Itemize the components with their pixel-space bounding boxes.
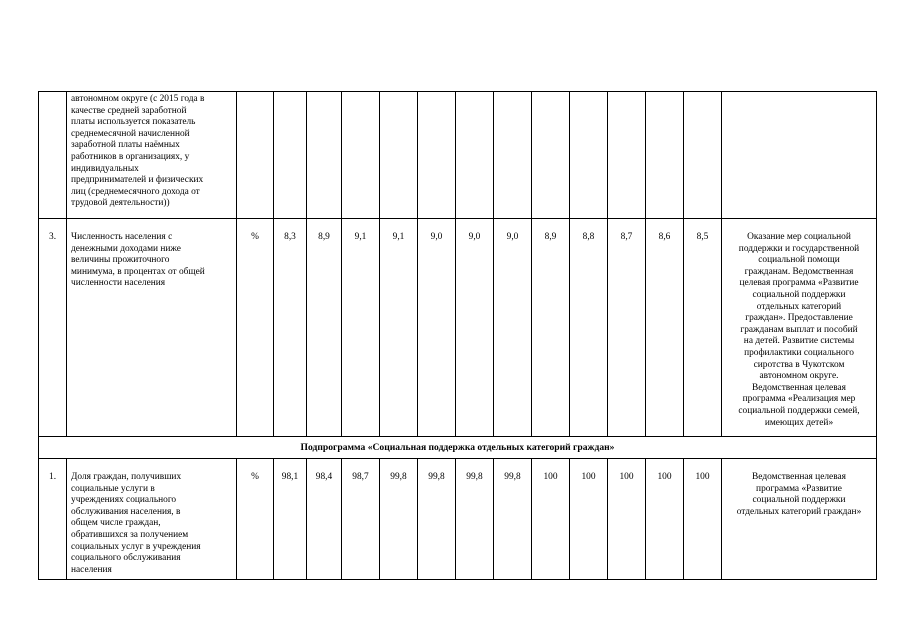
- note-line: сиротства в Чукотском: [753, 359, 845, 370]
- description-line: Численность населения с: [71, 232, 173, 242]
- index-cell: 1.: [39, 459, 67, 580]
- description-line: численности населения: [71, 278, 166, 289]
- value-cell: 8,6: [646, 219, 684, 437]
- note-line: отдельных категорий граждан»: [736, 506, 862, 517]
- indicator-description: [67, 219, 237, 437]
- index-cell: 3.: [39, 219, 67, 437]
- value-cell: 99,8: [380, 459, 418, 580]
- value-cell: 8,9: [307, 219, 342, 437]
- value-cell: 9,0: [456, 219, 494, 437]
- unit-cell: %: [237, 459, 274, 580]
- value-cell: 100: [646, 459, 684, 580]
- note-line: социальной поддержки: [752, 289, 846, 300]
- value-cell: 8,9: [532, 219, 570, 437]
- value-cell: 100: [570, 459, 608, 580]
- description-line: минимума, в процентах от общей: [71, 266, 205, 277]
- value-cell: [456, 92, 494, 219]
- note-line: целевая программа «Развитие: [739, 278, 859, 289]
- note-line: поддержки и государственной: [738, 243, 860, 254]
- description-line: индивидуальных: [71, 163, 139, 174]
- note-line: программа «Реализация мер: [742, 394, 856, 405]
- note-line: на детей. Развитие системы: [743, 336, 855, 347]
- note-cell: [722, 92, 877, 219]
- note-line: социальной поддержки семей,: [738, 405, 860, 416]
- description-line: денежными доходами ниже: [71, 243, 181, 254]
- value-cell: [684, 92, 722, 219]
- unit-cell: %: [237, 219, 274, 437]
- note-line: Оказание мер социальной: [747, 232, 851, 242]
- note-line: социальной поддержки: [752, 495, 846, 506]
- value-cell: [608, 92, 646, 219]
- value-cell: [380, 92, 418, 219]
- value-cell: 9,0: [494, 219, 532, 437]
- description-line: заработной платы наёмных: [71, 140, 180, 151]
- description-line: социальные услуги в: [71, 483, 155, 494]
- description-line: социальных услуг в учреждения: [71, 541, 201, 552]
- value-cell: [274, 92, 307, 219]
- note-line: профилактики социального: [744, 347, 854, 358]
- table-row: [39, 459, 877, 580]
- value-cell: [570, 92, 608, 219]
- table-row: [39, 92, 877, 219]
- value-cell: 9,0: [418, 219, 456, 437]
- table-row: [39, 219, 877, 437]
- description-line: населения: [71, 564, 112, 575]
- value-cell: 8,8: [570, 219, 608, 437]
- indicator-description: [67, 92, 237, 219]
- description-line: величины прожиточного: [71, 255, 170, 266]
- note-line: Ведомственная целевая: [752, 472, 846, 482]
- note-line: программа «Развитие: [756, 483, 842, 494]
- value-cell: 99,8: [418, 459, 456, 580]
- description-line: общем числе граждан,: [71, 518, 161, 529]
- value-cell: [307, 92, 342, 219]
- note-line: гражданам. Ведомственная: [744, 266, 854, 277]
- value-cell: [494, 92, 532, 219]
- description-line: обслуживания населения, в: [71, 506, 181, 517]
- value-cell: 100: [532, 459, 570, 580]
- subprogram-title: Подпрограмма «Социальная поддержка отдельных категорий граждан»: [39, 437, 877, 459]
- description-line: обратившихся за получением: [71, 529, 189, 540]
- description-line: качестве средней заработной: [71, 105, 187, 116]
- value-cell: [532, 92, 570, 219]
- note-line: Ведомственная целевая: [752, 382, 846, 393]
- value-cell: 9,1: [342, 219, 380, 437]
- value-cell: 100: [684, 459, 722, 580]
- value-cell: 98,7: [342, 459, 380, 580]
- note-line: имеющих детей»: [764, 417, 834, 428]
- unit-cell: [237, 92, 274, 219]
- description-line: лиц (среднемесячного дохода от: [71, 186, 200, 197]
- value-cell: 99,8: [494, 459, 532, 580]
- value-cell: [646, 92, 684, 219]
- note-line: граждан». Предоставление: [745, 313, 853, 324]
- note-line: гражданам выплат и пособий: [740, 324, 858, 335]
- description-line: работников в организациях, у: [71, 151, 190, 162]
- description-line: платы используется показатель: [71, 117, 196, 128]
- value-cell: 9,1: [380, 219, 418, 437]
- value-cell: 100: [608, 459, 646, 580]
- value-cell: 98,1: [274, 459, 307, 580]
- value-cell: 98,4: [307, 459, 342, 580]
- note-cell: [722, 219, 877, 437]
- description-line: среднемесячной начисленной: [71, 128, 190, 139]
- note-line: отдельных категорий: [756, 301, 842, 312]
- value-cell: [418, 92, 456, 219]
- indicator-description: [67, 459, 237, 580]
- note-line: социальной помощи: [758, 255, 840, 266]
- description-line: социального обслуживания: [71, 553, 181, 564]
- description-line: учреждениях социального: [71, 495, 177, 506]
- value-cell: 8,5: [684, 219, 722, 437]
- description-line: Доля граждан, получивших: [71, 472, 182, 482]
- value-cell: 8,3: [274, 219, 307, 437]
- value-cell: 99,8: [456, 459, 494, 580]
- indicators-table: [38, 91, 877, 580]
- description-line: предпринимателей и физических: [71, 175, 204, 186]
- description-line: автономном округе (с 2015 года в: [71, 94, 205, 104]
- note-line: автономном округе.: [759, 371, 839, 382]
- note-cell: [722, 459, 877, 580]
- value-cell: [342, 92, 380, 219]
- index-cell: [39, 92, 67, 219]
- description-line: трудовой деятельности)): [71, 198, 170, 209]
- subprogram-row: [39, 437, 877, 459]
- value-cell: 8,7: [608, 219, 646, 437]
